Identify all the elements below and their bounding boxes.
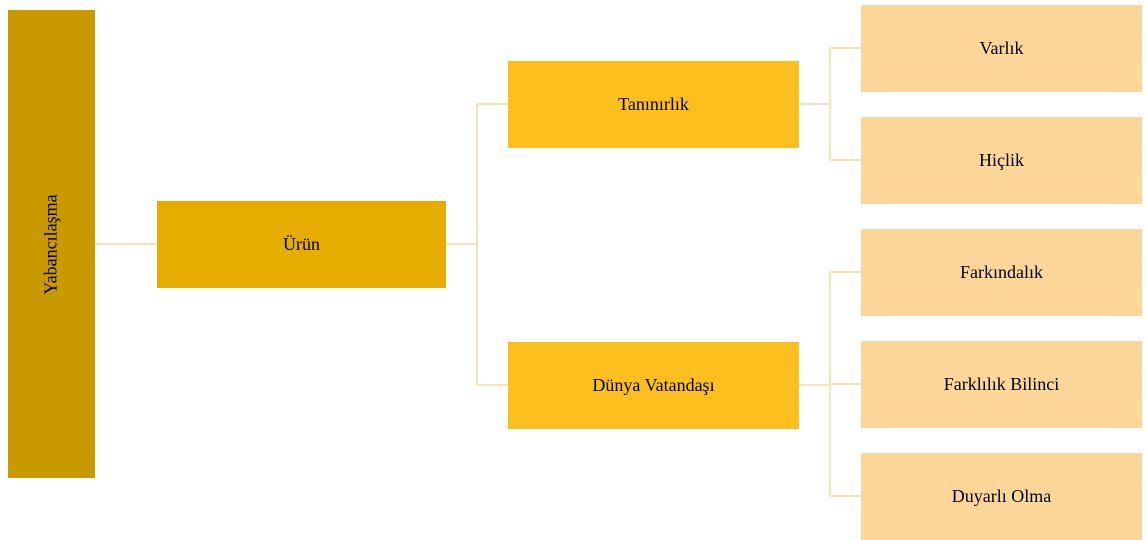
leaf-node-hiclik [861,117,1142,204]
level1-label: Ürün [283,234,320,254]
root-label: Yabancılaşma [41,193,61,295]
leaf-node-farklilik-bilinci [861,341,1142,428]
root-node [8,10,95,478]
leaf-node-farkindalik [861,229,1142,316]
branch-node-taninirlik [508,61,799,148]
level1-node [157,201,446,288]
leaf-label-hiclik: Hiçlik [979,150,1024,170]
leaf-label-varlik: Varlık [979,38,1024,58]
leaf-label-duyarli-olma: Duyarlı Olma [951,486,1052,506]
leaf-label-farkindalik: Farkındalık [960,262,1043,282]
leaf-node-duyarli-olma [861,453,1142,540]
leaf-node-varlik [861,5,1142,92]
branch-label-dunya-vatandasi: Dünya Vatandaşı [592,375,715,395]
leaf-label-farklilik-bilinci: Farklılık Bilinci [943,374,1060,394]
branch-label-taninirlik: Tanınırlık [618,94,689,114]
branch-node-dunya-vatandasi [508,342,799,429]
